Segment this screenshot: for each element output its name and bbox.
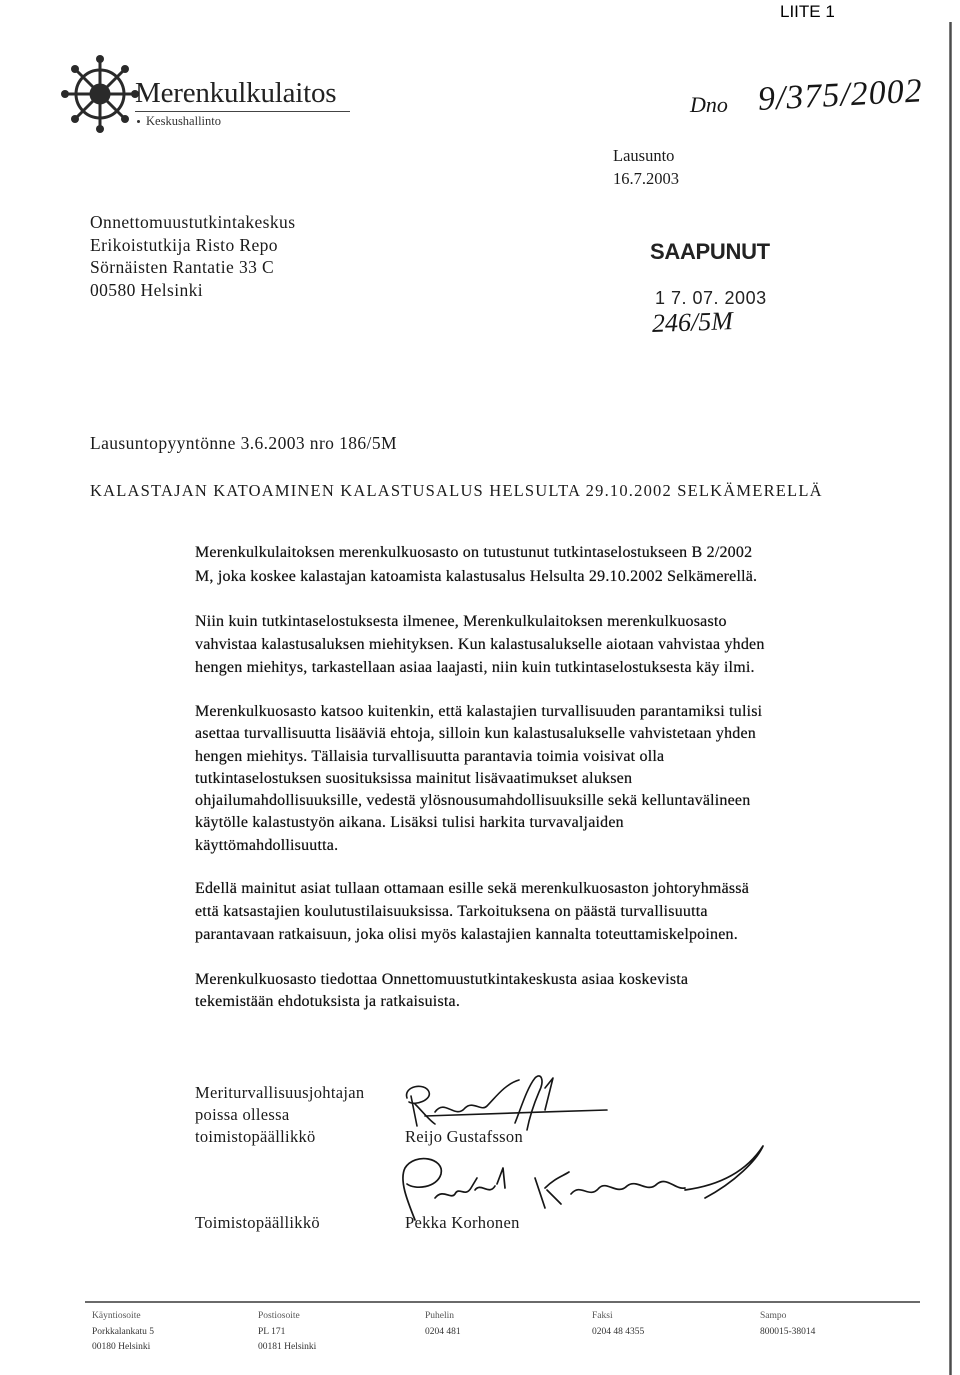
footer-phone [425, 1309, 461, 1340]
paragraph-line: hengen miehitys. Tällaisia turvallisuutta parantavia toimia voisivat olla [195, 747, 665, 765]
paragraph-line: Merenkulkuosasto tiedottaa Onnettomuustutkintakeskusta asiaa koskevista [195, 971, 689, 988]
subject-heading: KALASTAJAN KATOAMINEN KALASTUSALUS HELSULTA 29.10.2002 SELKÄMERELLÄ [90, 481, 823, 500]
recipient-address [90, 211, 295, 302]
body-paragraph [195, 610, 765, 679]
footer-value: 0204 481 [425, 1326, 461, 1337]
logo-unit: Keskushallinto [146, 114, 221, 128]
body-paragraph [195, 541, 757, 589]
paragraph-line: käyttömahdollisuutta. [195, 836, 339, 854]
footer-sampo [760, 1309, 815, 1340]
paragraph-line: käytölle kalastustyön aikana. Lisäksi tulisi harkita turvavaljaiden [195, 814, 624, 832]
scan-edge [949, 22, 952, 1375]
received-stamp-label: SAAPUNUT [650, 239, 770, 264]
logo-name: Merenkulkulaitos [135, 77, 337, 109]
signature-role [195, 1082, 364, 1148]
footer-label: Faksi [592, 1311, 613, 1321]
paragraph-line: tutkintaselostuksen suosituksissa mainitut lisävaatimukset aluksen [195, 769, 633, 787]
handwritten-signature [385, 1138, 770, 1228]
footer-postal-address [258, 1309, 316, 1356]
paragraph-line: että katsastajien koulutustilaisuuksissa. Tarkoituksena on päästä turvallisuutta [195, 903, 708, 920]
recipient-line: Onnettomuustutkintakeskus [90, 212, 296, 232]
recipient-line: Sörnäisten Rantatie 33 C [90, 257, 275, 278]
paragraph-line: ohjailumahdollisuuksille, vedestä ylösnousumahdollisuuksille sekä kelluntavälineen [195, 792, 751, 810]
footer-label: Puhelin [425, 1311, 455, 1321]
signature-role-line: Toimistopäällikkö [195, 1213, 320, 1232]
handwritten-reference: 246/5M [651, 306, 734, 338]
annex-label: LIITE 1 [780, 2, 835, 21]
document-header [613, 144, 679, 190]
logo-dot [137, 120, 140, 123]
ship-wheel-icon [60, 54, 140, 134]
paragraph-line: vahvistaa kalastusaluksen miehityksen. Kun kalastusalukselle aiotaan vahvistaa yhden [195, 636, 765, 653]
paragraph-line: Edellä mainitut asiat tullaan ottamaan esille sekä merenkulkuosaston johtoryhmässä [195, 880, 750, 897]
signature-role [195, 1212, 320, 1234]
paragraph-line: M, joka koskee kalastajan katoamista kalastusalus Helsulta 29.10.2002 Selkämerellä. [195, 568, 758, 585]
signatory-name: Pekka Korhonen [405, 1213, 520, 1232]
footer-label: Käyntiosoite [92, 1311, 141, 1321]
footer-value: Porkkalankatu 5 [92, 1326, 155, 1337]
footer-value: 00181 Helsinki [258, 1342, 317, 1352]
footer-fax [592, 1309, 644, 1340]
handwritten-dno-prefix: Dno [690, 92, 728, 117]
footer-value: 00180 Helsinki [92, 1342, 151, 1352]
paragraph-line: Niin kuin tutkintaselostuksesta ilmenee, Merenkulkulaitoksen merenkulkuosasto [195, 613, 727, 630]
signature-role-line: Meriturvallisuusjohtajan [195, 1083, 365, 1102]
footer-value: PL 171 [258, 1326, 286, 1337]
paragraph-line: hengen miehitys, tarkastellaan asiaa laajasti, niin kuin tutkintaselostuksesta käy ilmi. [195, 659, 755, 676]
paragraph-line: parantavaan ratkaisuun, joka olisi myös kalastajien kannalta toteuttamiskelpoinen. [195, 926, 738, 943]
handwritten-dno-number: 9/375/2002 [757, 72, 924, 118]
document-date: 16.7.2003 [613, 169, 679, 188]
paragraph-line: asettaa turvallisuutta lisääviä ehtoja, silloin kun kalastusalukselle vahvistetaan yhden [195, 725, 757, 743]
footer-label: Sampo [760, 1311, 787, 1321]
logo-divider [135, 111, 350, 112]
paragraph-line: Merenkulkuosasto katsoo kuitenkin, että kalastajien turvallisuuden parantamiksi tulisi [195, 703, 763, 720]
signature-role-line: toimistopäällikkö [195, 1127, 316, 1146]
recipient-line: Erikoistutkija Risto Repo [90, 234, 278, 255]
body-paragraph [195, 969, 688, 1013]
footer-value: 0204 48 4355 [592, 1326, 645, 1337]
footer-divider [85, 1301, 920, 1303]
footer-label: Postiosoite [258, 1311, 300, 1321]
footer-visiting-address [92, 1309, 154, 1356]
paragraph-line: tekemistään ehdotuksista ja ratkaisuista. [195, 993, 461, 1010]
signature-role-line: poissa ollessa [195, 1105, 290, 1124]
received-stamp-date: 1 7. 07. 2003 [655, 288, 767, 308]
reference-line: Lausuntopyyntönne 3.6.2003 nro 186/5M [90, 433, 397, 453]
paragraph-line: Merenkulkulaitoksen merenkulkuosasto on tutustunut tutkintaselostukseen B 2/2002 [195, 544, 753, 561]
body-paragraph [195, 701, 762, 857]
footer-value: 800015-38014 [760, 1326, 816, 1337]
signatory-name: Reijo Gustafsson [405, 1127, 524, 1146]
recipient-line: 00580 Helsinki [90, 280, 204, 301]
body-paragraph [195, 877, 749, 946]
document-type: Lausunto [613, 146, 675, 165]
